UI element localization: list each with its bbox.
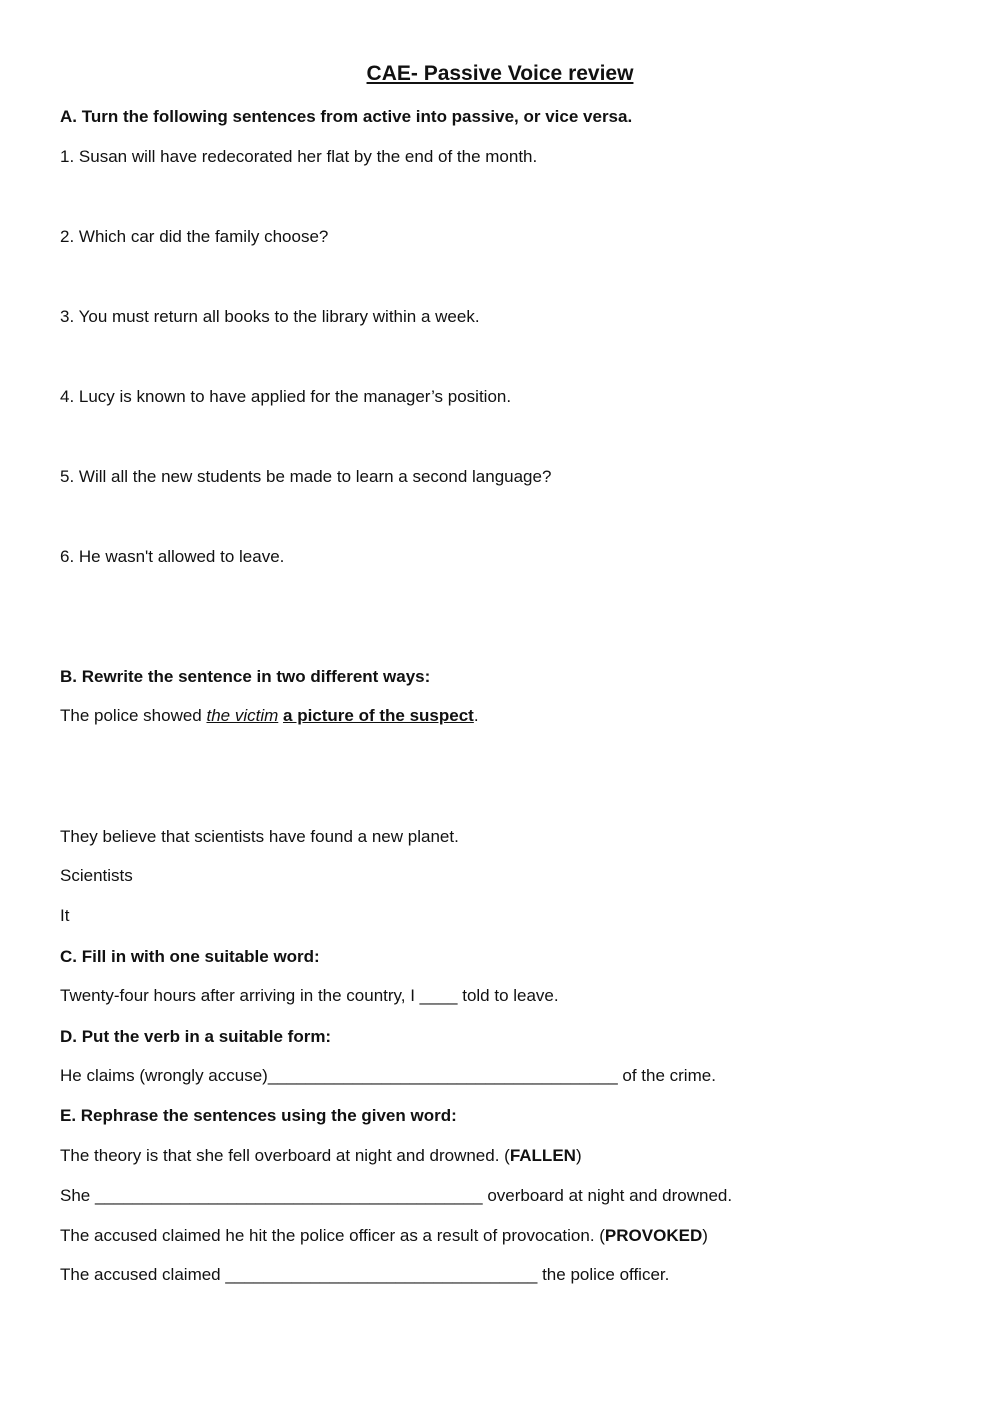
sentence-1-picture: a picture of the suspect bbox=[283, 706, 474, 725]
section-d-heading: D. Put the verb in a suitable form: bbox=[60, 1027, 332, 1046]
sentence-1-end: . bbox=[473, 706, 479, 725]
section-c-sentence: Twenty-four hours after arriving in the country, I ____ told to leave. bbox=[60, 986, 559, 1005]
section-a-item-3: 3. You must return all books to the library within a week. bbox=[60, 307, 480, 326]
section-a-heading: A. Turn the following sentences from active into passive, or vice versa. bbox=[60, 107, 633, 126]
question-1-text: The theory is that she fell overboard at night and drowned. ( bbox=[60, 1146, 510, 1165]
section-b-prompt-scientists: Scientists bbox=[60, 866, 133, 885]
worksheet-title: CAE- Passive Voice review bbox=[366, 62, 634, 85]
question-2-keyword: PROVOKED bbox=[604, 1226, 703, 1245]
section-d-sentence: He claims (wrongly accuse)_____________________________________ of the crime. bbox=[60, 1066, 716, 1085]
question-1-close: ) bbox=[575, 1146, 582, 1165]
section-e-question-1 bbox=[60, 1144, 582, 1168]
section-b-prompt-it: It bbox=[60, 906, 70, 925]
question-1-keyword: FALLEN bbox=[509, 1146, 576, 1165]
sentence-1-victim: the victim bbox=[206, 706, 279, 725]
section-e-question-2 bbox=[60, 1224, 708, 1248]
section-a-item-4: 4. Lucy is known to have applied for the manager’s position. bbox=[60, 387, 512, 406]
question-2-close: ) bbox=[702, 1226, 708, 1245]
section-a-item-1: 1. Susan will have redecorated her flat by the end of the month. bbox=[60, 147, 538, 166]
section-e-heading: E. Rephrase the sentences using the given word: bbox=[60, 1106, 457, 1125]
section-a-item-6: 6. He wasn't allowed to leave. bbox=[60, 547, 285, 566]
section-a-item-2: 2. Which car did the family choose? bbox=[60, 227, 329, 246]
section-b-heading: B. Rewrite the sentence in two different ways: bbox=[60, 667, 431, 686]
section-c-heading: C. Fill in with one suitable word: bbox=[60, 947, 320, 966]
question-2-text: The accused claimed he hit the police officer as a result of provocation. ( bbox=[60, 1226, 605, 1245]
sentence-1-start: The police showed bbox=[60, 706, 207, 725]
section-a-item-5: 5. Will all the new students be made to learn a second language? bbox=[60, 467, 552, 486]
section-e-answer-2: The accused claimed _________________________________ the police officer. bbox=[60, 1265, 670, 1284]
section-e-answer-1: She _________________________________________ overboard at night and drowned. bbox=[60, 1186, 733, 1205]
section-b-sentence-1 bbox=[60, 704, 479, 728]
section-b-sentence-2: They believe that scientists have found a new planet. bbox=[60, 827, 459, 846]
